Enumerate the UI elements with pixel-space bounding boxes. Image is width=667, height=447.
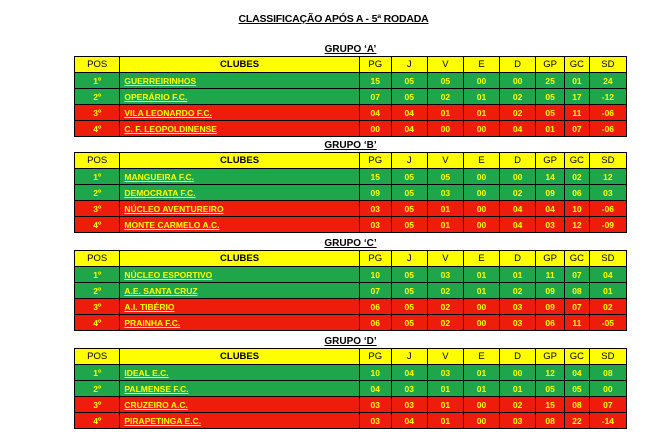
column-header-e: E	[463, 251, 499, 267]
cell-sd: 00	[589, 381, 626, 397]
cell-v: 01	[427, 105, 463, 121]
table-header-row	[75, 57, 627, 73]
cell-gc: 11	[565, 315, 590, 331]
table-row	[75, 267, 627, 283]
cell-gp: 09	[536, 283, 565, 299]
column-header-j: J	[391, 57, 427, 73]
cell-j: 05	[391, 169, 427, 185]
table-row	[75, 217, 627, 233]
cell-v: 03	[427, 267, 463, 283]
cell-club: A.E. SANTA CRUZ	[120, 283, 359, 299]
cell-e: 00	[463, 299, 499, 315]
cell-pg: 00	[359, 121, 391, 137]
group-d	[74, 336, 627, 429]
cell-d: 01	[500, 267, 536, 283]
column-header-club: CLUBES	[120, 349, 359, 365]
column-header-d: D	[500, 57, 536, 73]
table-header-row	[75, 251, 627, 267]
cell-j: 04	[391, 121, 427, 137]
column-header-pg: PG	[359, 349, 391, 365]
cell-gp: 05	[536, 89, 565, 105]
cell-gp: 11	[536, 267, 565, 283]
cell-j: 03	[391, 381, 427, 397]
cell-gp: 09	[536, 185, 565, 201]
cell-sd: 02	[589, 299, 626, 315]
column-header-club: CLUBES	[120, 251, 359, 267]
page-title: CLASSIFICAÇÃO APÓS A - 5ª RODADA	[238, 13, 429, 25]
cell-gc: 01	[565, 73, 590, 89]
cell-pos: 2º	[75, 283, 120, 299]
cell-e: 01	[463, 365, 499, 381]
cell-sd: -06	[589, 201, 626, 217]
column-header-gc: GC	[565, 251, 590, 267]
cell-j: 04	[391, 105, 427, 121]
column-header-pg: PG	[359, 153, 391, 169]
cell-e: 00	[463, 185, 499, 201]
cell-v: 03	[427, 365, 463, 381]
column-header-d: D	[500, 349, 536, 365]
column-header-j: J	[391, 153, 427, 169]
cell-gp: 05	[536, 105, 565, 121]
cell-pos: 4º	[75, 315, 120, 331]
cell-d: 02	[500, 397, 536, 413]
column-header-gc: GC	[565, 153, 590, 169]
column-header-gp: GP	[536, 57, 565, 73]
group-c	[74, 238, 627, 331]
cell-d: 03	[500, 315, 536, 331]
cell-pos: 4º	[75, 121, 120, 137]
cell-j: 04	[391, 365, 427, 381]
column-header-sd: SD	[589, 251, 626, 267]
cell-club: VILA LEONARDO F.C.	[120, 105, 359, 121]
cell-e: 00	[463, 315, 499, 331]
cell-pos: 1º	[75, 73, 120, 89]
cell-e: 00	[463, 217, 499, 233]
cell-club: PIRAPETINGA E.C.	[120, 413, 359, 429]
cell-e: 01	[463, 381, 499, 397]
cell-v: 00	[427, 121, 463, 137]
cell-sd: -06	[589, 121, 626, 137]
cell-j: 05	[391, 267, 427, 283]
cell-e: 00	[463, 201, 499, 217]
cell-gc: 06	[565, 185, 590, 201]
cell-v: 01	[427, 201, 463, 217]
cell-pg: 03	[359, 201, 391, 217]
cell-d: 03	[500, 299, 536, 315]
cell-club: MANGUEIRA F.C.	[120, 169, 359, 185]
cell-e: 01	[463, 105, 499, 121]
table-row	[75, 299, 627, 315]
cell-pos: 3º	[75, 397, 120, 413]
cell-pg: 03	[359, 397, 391, 413]
cell-v: 01	[427, 397, 463, 413]
cell-d: 00	[500, 169, 536, 185]
table-row	[75, 89, 627, 105]
cell-gc: 08	[565, 397, 590, 413]
cell-pg: 03	[359, 413, 391, 429]
cell-j: 05	[391, 283, 427, 299]
cell-pos: 4º	[75, 413, 120, 429]
cell-sd: -09	[589, 217, 626, 233]
table-header-row	[75, 153, 627, 169]
column-header-pg: PG	[359, 251, 391, 267]
cell-sd: 07	[589, 397, 626, 413]
table-row	[75, 105, 627, 121]
column-header-v: V	[427, 153, 463, 169]
column-header-sd: SD	[589, 349, 626, 365]
cell-v: 02	[427, 89, 463, 105]
cell-club: OPERÁRIO F.C.	[120, 89, 359, 105]
cell-sd: 01	[589, 283, 626, 299]
table-row	[75, 381, 627, 397]
cell-sd: 12	[589, 169, 626, 185]
cell-d: 03	[500, 413, 536, 429]
cell-pos: 3º	[75, 299, 120, 315]
cell-gp: 01	[536, 121, 565, 137]
cell-club: PALMENSE F.C.	[120, 381, 359, 397]
cell-sd: -05	[589, 315, 626, 331]
cell-gp: 03	[536, 217, 565, 233]
cell-pos: 2º	[75, 89, 120, 105]
cell-j: 05	[391, 185, 427, 201]
cell-pg: 15	[359, 73, 391, 89]
cell-v: 01	[427, 381, 463, 397]
cell-d: 01	[500, 381, 536, 397]
cell-e: 01	[463, 267, 499, 283]
cell-club: C. F. LEOPOLDINENSE	[120, 121, 359, 137]
cell-j: 05	[391, 217, 427, 233]
column-header-j: J	[391, 349, 427, 365]
cell-gp: 14	[536, 169, 565, 185]
cell-e: 00	[463, 121, 499, 137]
cell-gc: 07	[565, 299, 590, 315]
cell-e: 00	[463, 169, 499, 185]
cell-j: 05	[391, 73, 427, 89]
standings-table	[74, 348, 627, 429]
cell-v: 01	[427, 413, 463, 429]
cell-pg: 04	[359, 381, 391, 397]
cell-gp: 25	[536, 73, 565, 89]
cell-j: 05	[391, 89, 427, 105]
group-title: GRUPO ‘D’	[324, 336, 377, 347]
cell-v: 01	[427, 217, 463, 233]
table-row	[75, 365, 627, 381]
cell-sd: -14	[589, 413, 626, 429]
cell-e: 00	[463, 413, 499, 429]
cell-gc: 02	[565, 169, 590, 185]
cell-pos: 4º	[75, 217, 120, 233]
table-row	[75, 397, 627, 413]
cell-d: 00	[500, 365, 536, 381]
column-header-d: D	[500, 153, 536, 169]
cell-gc: 22	[565, 413, 590, 429]
cell-pg: 10	[359, 365, 391, 381]
cell-pg: 07	[359, 283, 391, 299]
column-header-v: V	[427, 57, 463, 73]
cell-v: 05	[427, 169, 463, 185]
table-row	[75, 413, 627, 429]
column-header-e: E	[463, 57, 499, 73]
column-header-gc: GC	[565, 349, 590, 365]
table-header-row	[75, 349, 627, 365]
cell-e: 01	[463, 89, 499, 105]
table-row	[75, 315, 627, 331]
column-header-pg: PG	[359, 57, 391, 73]
cell-club: IDEAL E.C.	[120, 365, 359, 381]
cell-pos: 1º	[75, 169, 120, 185]
cell-pg: 06	[359, 299, 391, 315]
column-header-e: E	[463, 153, 499, 169]
cell-club: NÚCLEO AVENTUREIRO	[120, 201, 359, 217]
cell-v: 02	[427, 315, 463, 331]
cell-club: A.I. TIBÉRIO	[120, 299, 359, 315]
cell-e: 01	[463, 283, 499, 299]
column-header-v: V	[427, 349, 463, 365]
cell-d: 04	[500, 217, 536, 233]
cell-pos: 1º	[75, 365, 120, 381]
group-a	[74, 44, 627, 137]
cell-club: DEMOCRATA F.C.	[120, 185, 359, 201]
cell-d: 02	[500, 89, 536, 105]
cell-v: 02	[427, 283, 463, 299]
column-header-pos: POS	[75, 57, 120, 73]
standings-table	[74, 152, 627, 233]
column-header-gp: GP	[536, 349, 565, 365]
column-header-gp: GP	[536, 251, 565, 267]
table-row	[75, 283, 627, 299]
cell-gc: 12	[565, 217, 590, 233]
cell-pg: 10	[359, 267, 391, 283]
cell-gp: 05	[536, 381, 565, 397]
cell-gc: 05	[565, 381, 590, 397]
cell-gp: 15	[536, 397, 565, 413]
cell-gp: 06	[536, 315, 565, 331]
table-row	[75, 121, 627, 137]
cell-d: 02	[500, 185, 536, 201]
cell-sd: 04	[589, 267, 626, 283]
cell-pos: 3º	[75, 201, 120, 217]
cell-j: 03	[391, 397, 427, 413]
column-header-gc: GC	[565, 57, 590, 73]
cell-gc: 04	[565, 365, 590, 381]
column-header-j: J	[391, 251, 427, 267]
cell-pg: 06	[359, 315, 391, 331]
cell-j: 05	[391, 201, 427, 217]
group-b	[74, 140, 627, 233]
column-header-sd: SD	[589, 57, 626, 73]
cell-pg: 07	[359, 89, 391, 105]
cell-gc: 07	[565, 267, 590, 283]
cell-d: 00	[500, 73, 536, 89]
cell-d: 02	[500, 105, 536, 121]
column-header-e: E	[463, 349, 499, 365]
cell-pos: 1º	[75, 267, 120, 283]
cell-gc: 17	[565, 89, 590, 105]
cell-club: PRAINHA F.C.	[120, 315, 359, 331]
group-title: GRUPO ‘B’	[324, 140, 377, 151]
cell-d: 04	[500, 121, 536, 137]
cell-club: CRUZEIRO A.C.	[120, 397, 359, 413]
column-header-club: CLUBES	[120, 57, 359, 73]
cell-e: 00	[463, 73, 499, 89]
table-row	[75, 201, 627, 217]
cell-pos: 3º	[75, 105, 120, 121]
table-row	[75, 73, 627, 89]
cell-sd: 08	[589, 365, 626, 381]
column-header-sd: SD	[589, 153, 626, 169]
cell-v: 02	[427, 299, 463, 315]
table-row	[75, 169, 627, 185]
standings-table	[74, 250, 627, 331]
cell-v: 03	[427, 185, 463, 201]
column-header-gp: GP	[536, 153, 565, 169]
cell-pos: 2º	[75, 185, 120, 201]
standings-table	[74, 56, 627, 137]
cell-gc: 08	[565, 283, 590, 299]
cell-gp: 12	[536, 365, 565, 381]
group-title: GRUPO ‘C’	[324, 238, 377, 249]
cell-sd: 24	[589, 73, 626, 89]
column-header-club: CLUBES	[120, 153, 359, 169]
cell-sd: -06	[589, 105, 626, 121]
cell-gp: 08	[536, 413, 565, 429]
cell-gc: 07	[565, 121, 590, 137]
cell-d: 04	[500, 201, 536, 217]
cell-pg: 04	[359, 105, 391, 121]
cell-sd: 03	[589, 185, 626, 201]
column-header-d: D	[500, 251, 536, 267]
table-row	[75, 185, 627, 201]
cell-club: GUERREIRINHOS	[120, 73, 359, 89]
cell-gc: 11	[565, 105, 590, 121]
cell-gp: 09	[536, 299, 565, 315]
cell-pg: 15	[359, 169, 391, 185]
group-title: GRUPO ‘A’	[324, 44, 377, 55]
cell-gp: 04	[536, 201, 565, 217]
cell-j: 05	[391, 299, 427, 315]
cell-v: 05	[427, 73, 463, 89]
cell-gc: 10	[565, 201, 590, 217]
column-header-v: V	[427, 251, 463, 267]
cell-j: 04	[391, 413, 427, 429]
column-header-pos: POS	[75, 349, 120, 365]
cell-sd: -12	[589, 89, 626, 105]
cell-d: 02	[500, 283, 536, 299]
cell-pg: 03	[359, 217, 391, 233]
column-header-pos: POS	[75, 153, 120, 169]
cell-pos: 2º	[75, 381, 120, 397]
cell-club: MONTE CARMELO A.C.	[120, 217, 359, 233]
cell-pg: 09	[359, 185, 391, 201]
cell-club: NÚCLEO ESPORTIVO	[120, 267, 359, 283]
cell-j: 05	[391, 315, 427, 331]
column-header-pos: POS	[75, 251, 120, 267]
cell-e: 00	[463, 397, 499, 413]
